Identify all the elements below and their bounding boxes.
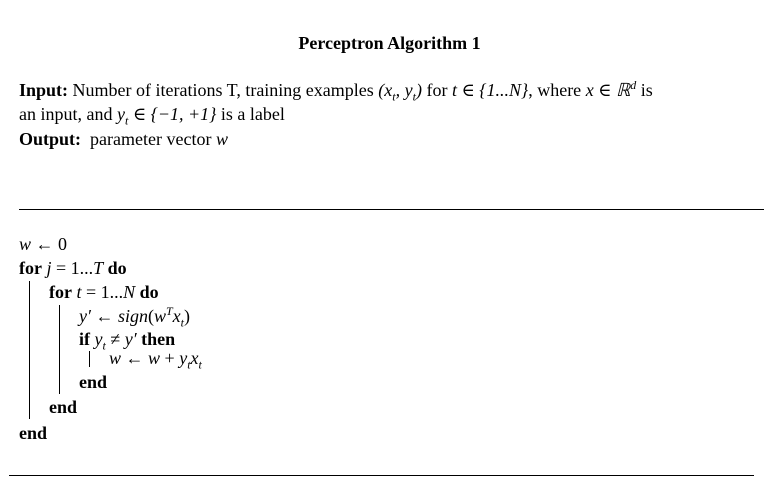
- input-text-3: , where: [528, 80, 586, 100]
- if-line: if $y_t \ne y'$ then: [79, 329, 176, 353]
- init-line: w ← 0: [19, 234, 68, 254]
- predict-line: y′ ← $sign(w^Tx_t)$: [79, 304, 190, 330]
- math-w: w: [215, 129, 228, 149]
- math-t-range: t ∈ {1...N}: [451, 80, 529, 100]
- math-yt-labels: $y_t$ ∈ {−1, +1}: [116, 104, 217, 128]
- bottom-rule: [9, 475, 754, 476]
- input-text-1: Number of iterations T, training examples: [68, 80, 379, 100]
- output-label: Output:: [19, 129, 82, 149]
- input-label: Input:: [19, 80, 69, 100]
- outer-for-line: for j = 1...T do: [19, 258, 127, 278]
- end-inner-for-line: end: [49, 397, 78, 417]
- output-text: parameter vector: [90, 129, 212, 149]
- inner-loop-bar: [59, 305, 60, 394]
- input-block: [19, 78, 759, 126]
- inner-for-line: for t = 1...N do: [49, 282, 159, 302]
- input-text-4: is: [636, 80, 653, 100]
- input-text-2: for: [421, 80, 452, 100]
- end-outer-for-line: end: [19, 423, 48, 443]
- update-line: w ← $w + y_tx_t$: [109, 348, 202, 372]
- input-text-5: an input, and: [19, 104, 117, 124]
- math-x-in-rd: x ∈ ℝ$^d$: [585, 78, 637, 100]
- outer-loop-bar: [29, 281, 30, 419]
- algorithm-title: Perceptron Algorithm 1: [298, 33, 481, 53]
- end-if-line: end: [79, 372, 108, 392]
- top-rule: [19, 209, 764, 210]
- math-xt-yt: ($x_t$, $y_t$): [378, 80, 422, 104]
- if-bar: [89, 351, 90, 367]
- input-text-6: is a label: [216, 104, 285, 124]
- output-block: [19, 127, 759, 151]
